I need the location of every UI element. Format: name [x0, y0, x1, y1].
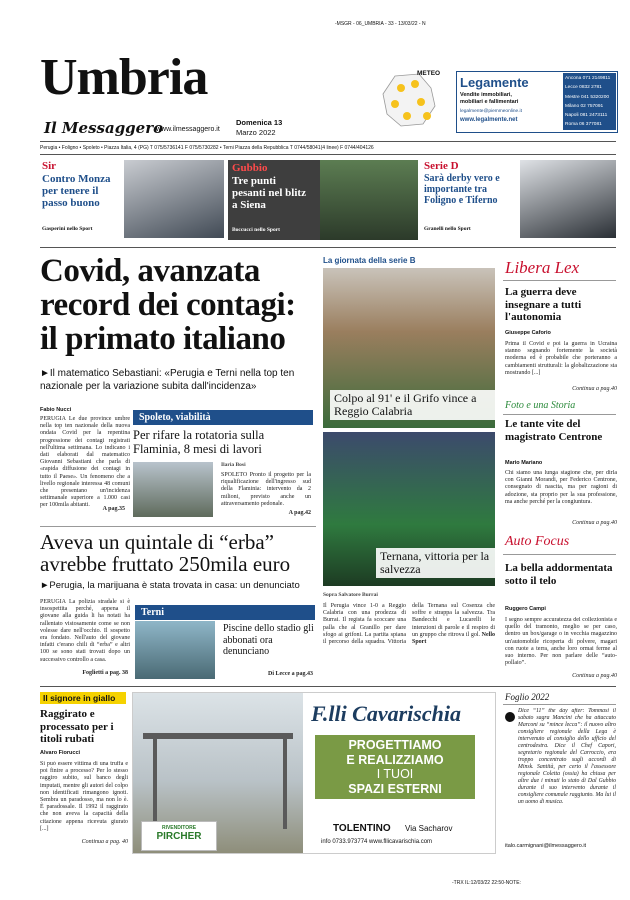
serieb-caption1-box [330, 390, 498, 420]
signore-ref: Continua a pag. 40 [81, 839, 128, 845]
teaser-author: Granelli nello Sport [424, 226, 471, 232]
teaser-seried[interactable] [420, 158, 616, 244]
legamente-ad[interactable] [456, 71, 618, 133]
website[interactable]: www.ilmessaggero.it [156, 126, 220, 133]
issue-day: Domenica 13 [236, 118, 283, 127]
erba-headline[interactable]: Aveva un quintale di “erba” avrebbe fruttato 250mila euro [40, 530, 291, 576]
lead-author: Fabio Nucci [40, 407, 72, 413]
storie-title[interactable]: Le tante vite del magistrato Centrone [505, 418, 603, 443]
autofocus-body: I segno sempre accuratezza del collezionista e quello del tramonto, meglio se per caso, dentro un box/garage o in vecchia magazzino un'automobile ricoperta di polvere, magari con ruote a terra, anche loro ormai ferme al suo interno. Per non parlare delle “auto-pollaio”. [505, 617, 617, 667]
legamente-line1: Vendite immobiliari, [460, 92, 512, 98]
city-row: Mestre 041 5320200 [565, 94, 610, 100]
teaser-photo [320, 160, 418, 240]
weather-map [375, 70, 443, 130]
serieb-section: La giornata della serie B [323, 256, 416, 265]
lead-headline[interactable]: Covid, avanzata record dei contagi: il primato italiano [40, 253, 296, 357]
liberalex-title[interactable]: La guerra deve insegnare a tutti l'autonomia [505, 286, 582, 323]
sun-icon [403, 112, 411, 120]
spoleto-body: SPOLETO Pronto il progetto per la riqualificazione dell'ingresso sud della Flaminia: intervento da 2 milioni, previsto anche un attraversamento pedonale. [221, 472, 311, 507]
liberalex-label: Libera Lex [505, 258, 580, 277]
teaser-kicker: Gubbio [232, 162, 268, 174]
dealer-badge [141, 821, 217, 851]
erba-subhead: ►Perugia, la marijuana è stata trovata in casa: un denunciato [40, 580, 300, 591]
spoleto-photo [133, 462, 213, 517]
slogan-line3: I TUOI [376, 767, 414, 781]
teaser-title: Contro Monza per tenere il passo buono [42, 173, 111, 209]
slogan-line2: E REALIZZIAMO [346, 752, 444, 767]
teaser-strip [40, 158, 616, 244]
cavarischia-street: Via Sacharov [405, 824, 453, 833]
masthead-title: Umbria [40, 49, 208, 106]
city-row: Roma 06 377081 [565, 122, 602, 128]
sun-icon [423, 112, 431, 120]
spoleto-author: Ilaria Bosi [221, 462, 246, 468]
foglio-body: Dice “11” the day after: Tommasi il sabato sagra Mancini che ha attaccato Marconi su “mince lecca”: il nuovo altro consigliere regionale della Lega è intervenuto al consiglio dello ufficio del centrodestra. Dice il Chef Capori, segretario regionale del Carroccio, era troppo concentrato sugli accordi di Minsk. Santità, per certo il l'assessore regionale Coletta (ossia) ha chiusa per altre due i minuti lo stato di Dal Gubbio durante il suo intervento durante il consigliere comunale raggiunto. Ma lui il un uomo di musica. [518, 708, 616, 805]
city-row: Napoli 081 2473111 [565, 113, 608, 119]
serieb-body: Il Perugia vince 1-0 a Reggio Calabria con una prodezza di Burrai. Il regista fa scoccare una palla che al Granillo per dare sfogo ai grifoni. La partita spiana il percorso della squadra. Vittoria della Ternana sul Cosenza che soffre e strappa la salvezza. Tra Bandecchi e Lucarelli le intenzioni di parole e il respiro di un gruppo che ritrova il gol. Nello Sport [323, 603, 495, 646]
teaser-sir[interactable] [40, 158, 230, 244]
slogan-line4: SPAZI ESTERNI [348, 781, 442, 796]
lead-body: PERUGIA Le due province umbre nella top ten nazionale della nuova ondata Covid per la repentina progressione dei contagi registrati nell'ultima settimana. Lo indicano i dati elaborati dal matematico Giovanni Sebastiani che parla di «rapida diffusione dei contagi in tutto il Paese». Un fenomeno che a livello regionale interessa 48 comuni che presentano un'incidenza settimanale superiore a 1.000 casi per 100mila abitanti. [40, 416, 130, 509]
legamente-phones [563, 73, 616, 130]
autofocus-label: Auto Focus [505, 534, 570, 549]
signore-kicker: Il signore in giallo [43, 693, 116, 703]
sun-icon [397, 84, 405, 92]
lead-ref: A pag.35 [102, 506, 125, 512]
erba-ref: Foglietti a pag. 38 [82, 670, 128, 676]
sun-icon [411, 80, 419, 88]
legamente-email[interactable]: legalmente@piemmeonline.it [460, 109, 522, 114]
cavarischia-brand: F.lli Cavarischia [311, 701, 461, 726]
terni-title: Piscine dello stadio gli abbonati ora denunciano [223, 623, 314, 657]
newspaper-logo: Il Messaggero [44, 119, 164, 137]
teaser-kicker: Sir [42, 160, 57, 172]
spoleto-title: Per rifare la rotatoria sulla Flaminia, 8 mesi di lavori [133, 428, 265, 456]
liberalex-author: Giuseppe Caforio [505, 330, 551, 336]
city-row: Lecce 0832 2781 [565, 85, 602, 91]
autofocus-title[interactable]: La bella addormentata sotto il telo [505, 562, 613, 587]
serieb-caption2: Ternana, vittoria per la salvezza [380, 549, 490, 576]
slogan-line1: PROGETTIAMO [348, 738, 442, 752]
legamente-line2: mobiliari e fallimentari [460, 99, 519, 105]
footer-code: -TRX IL:12/03/22 22:50-NOTE: [452, 880, 521, 886]
liberalex-ref: Continua a pag.40 [572, 386, 617, 392]
cavarischia-city: TOLENTINO [333, 823, 391, 834]
foglio-label: Foglio 2022 [505, 692, 550, 702]
spoleto-kicker: Spoleto, viabilità [133, 410, 313, 425]
spoleto-box[interactable] [133, 410, 313, 520]
teaser-author: Boccucci nello Sport [232, 227, 280, 233]
storie-author: Mario Mariano [505, 460, 543, 466]
erba-body: PERUGIA La polizia stradale si è insospettita perché, appena il giovane alla guida li ha notati ha rallentato vistosamente come se non volesse dare nell'occhio. Il sospetto era fondato. Nell'auto del giovane infatti c'erano chili di “erba” e altri 100 se sono stati trovati dopo un successivo controllo a casa. [40, 599, 130, 663]
signore-body: Si può essere vittima di una truffa e poi finire a processo? Per lo stesso raggiro subito, sul banco degli imputati, mentre gli autori del colpo non identificati rimangono ignoti. Sembra un paradosso, ma non lo è. È paradossale. Il 1992 il raggirato che non aveva la capacità della citazione appena ricevuta giurato [...] [40, 761, 128, 831]
terni-photo [135, 621, 215, 679]
serieb-author: Sopra Salvatore Burrai [323, 592, 378, 598]
meteo-label: METEO [417, 70, 441, 77]
liberalex-body: Prima il Covid e poi la guerra in Ucraina stanno segnando fortemente la società moderna ed è probabile che porteranno a cambiamenti strutturali: la globalizzazione sta mostrando [...] [505, 341, 617, 376]
storie-label: Foto e una Storia [505, 400, 576, 411]
print-code: -MSGR - 06_UMBRIA - 33 - 13/03/22 - N [335, 21, 426, 27]
teaser-kicker: Serie D [424, 160, 459, 172]
legamente-brand: Legamente [460, 75, 529, 90]
autofocus-ref: Continua a pag.40 [572, 673, 617, 679]
storie-body: Chi siamo una lunga stagione che, per dirla con Gianni Morandi, per Federico Centrone, consegnato di nascita, ma per ragioni di adozione, sta proprio per la sua professione, ma anche perché per la congiuntura. [505, 470, 617, 505]
cavarischia-contacts[interactable]: info 0733.973774 www.fllicavarischia.com [321, 839, 433, 845]
signore-kicker-box [40, 692, 126, 704]
teaser-title: Tre punti pesanti nel blitz a Siena [232, 175, 306, 211]
legamente-url[interactable]: www.legalmente.net [460, 117, 518, 123]
legamente-city-list [565, 74, 610, 130]
dealer-name: PIRCHER [156, 831, 202, 842]
spoleto-ref: A pag.42 [288, 510, 311, 516]
lead-subhead: ►Il matematico Sebastiani: «Perugia e Terni nella top ten nazionale per la variazione subita dall'incidenza» [40, 368, 295, 392]
signore-author: Alvaro Fiorucci [40, 750, 81, 756]
teaser-photo [520, 160, 616, 238]
teaser-gubbio[interactable] [228, 160, 418, 240]
autofocus-author: Ruggero Campi [505, 606, 546, 612]
cavarischia-ad[interactable] [132, 692, 496, 854]
terni-box[interactable] [135, 605, 315, 683]
teaser-title: Sarà derby vero e importante tra Foligno e Tiferno [424, 173, 500, 206]
terni-kicker: Terni [135, 605, 315, 620]
foglio-email[interactable]: italo.carmignani@ilmessaggero.it [505, 843, 587, 849]
terni-ref: Di Lecce a pag.43 [268, 671, 313, 677]
cavarischia-slogan-box [315, 735, 475, 799]
edition-line: Perugia • Foligno • Spoleto • Piazza Italia, 4 (PG) T 075/5736141 F 075/5730282 • Terni Piazza della Repubblica T 0744/58041(4 linee) F 0744/404126 [40, 145, 374, 151]
serieb-caption2-box [376, 548, 498, 578]
bullet-icon [505, 712, 515, 722]
sun-icon [391, 100, 399, 108]
serieb-caption1: Colpo al 91' e il Grifo vince a Reggio Calabria [334, 391, 477, 418]
dealer-label: RIVENDITORE [161, 825, 197, 831]
issue-month: Marzo 2022 [236, 128, 276, 137]
city-row: Ancona 071 2149811 [565, 76, 611, 81]
storie-ref: Continua a pag.40 [572, 520, 617, 526]
teaser-photo [124, 160, 224, 238]
signore-title[interactable]: Raggirato e processato per i titoli rubati [40, 708, 114, 745]
sun-icon [417, 98, 425, 106]
city-row: Milano 02 757091 [565, 103, 604, 109]
teaser-author: Gasperini nello Sport [42, 226, 93, 232]
